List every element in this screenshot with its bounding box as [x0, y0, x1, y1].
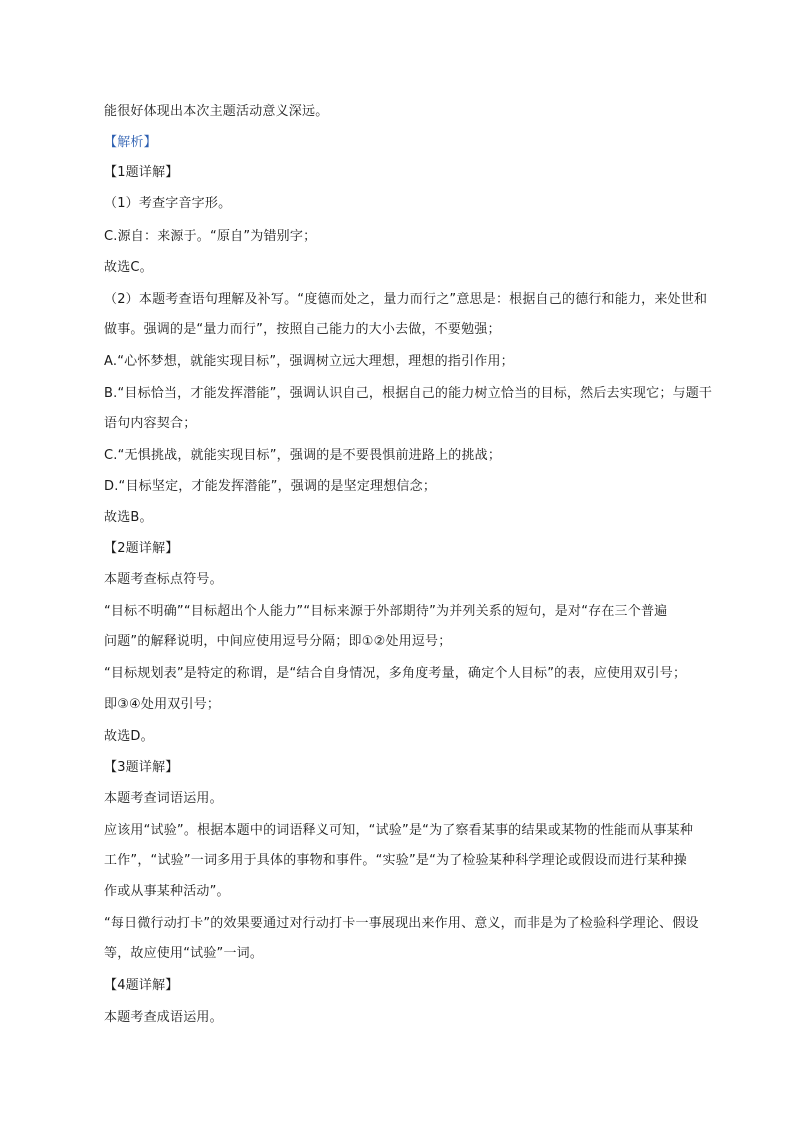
text-line: 语句内容契合；: [104, 416, 197, 431]
section-heading-q2: 【2题详解】: [104, 541, 179, 556]
text-line: 工作”，“试验”一词多用于具体的事物和事件。“实验”是“为了检验某种科学理论或假设而进行某种操: [104, 853, 687, 868]
text-line: 即③④处用双引号；: [104, 697, 221, 712]
section-heading-q1: 【1题详解】: [104, 165, 179, 180]
text-line: 故选B。: [104, 510, 153, 525]
text-line: 故选C。: [104, 260, 153, 275]
text-line: “目标规划表”是特定的称谓，是“结合自身情况，多角度考量，确定个人目标”的表，应使用双引号；: [104, 666, 687, 681]
text-line: 本题考查词语运用。: [104, 791, 223, 806]
text-line: 问题”的解释说明，中间应使用逗号分隔；即①②处用逗号；: [104, 634, 452, 649]
text-line: 等，故应使用“试验”一词。: [104, 946, 264, 961]
text-line: （1）考查字音字形。: [104, 196, 232, 211]
text-line: （2）本题考查语句理解及补写。“度德而处之，量力而行之”意思是：根据自己的德行和能力，来处世和: [104, 292, 708, 307]
text-line: 应该用“试验”。根据本题中的词语释义可知，“试验”是“为了察看某事的结果或某物的性能而从事某种: [104, 823, 694, 838]
section-heading-q4: 【4题详解】: [104, 978, 179, 993]
analysis-heading: 【解析】: [104, 135, 157, 150]
text-line: C.“无惧挑战，就能实现目标”，强调的是不要畏惧前进路上的挑战；: [104, 448, 502, 463]
text-line: “每日微行动打卡”的效果要通过对行动打卡一事展现出来作用、意义，而非是为了检验科学理论、假设: [104, 916, 699, 931]
text-line: 故选D。: [104, 729, 154, 744]
text-line: 本题考查成语运用。: [104, 1010, 223, 1025]
text-line: D.“目标坚定，才能发挥潜能”，强调的是坚定理想信念；: [104, 479, 437, 494]
text-line: C.源自：来源于。“原自”为错别字；: [104, 229, 317, 244]
text-line: B.“目标恰当，才能发挥潜能”，强调认识自己，根据自己的能力树立恰当的目标，然后去实现它；与题干: [104, 386, 713, 401]
text-line: A.“心怀梦想，就能实现目标”，强调树立远大理想，理想的指引作用；: [104, 354, 514, 369]
section-heading-q3: 【3题详解】: [104, 760, 179, 775]
text-line: 做事。强调的是“量力而行”，按照自己能力的大小去做，不要勉强；: [104, 322, 501, 337]
text-line: 能很好体现出本次主题活动意义深远。: [104, 104, 329, 119]
text-line: “目标不明确”“目标超出个人能力”“目标来源于外部期待”为并列关系的短句，是对“存在三个普遍: [104, 604, 668, 619]
text-line: 本题考查标点符号。: [104, 572, 223, 587]
text-line: 作或从事某种活动”。: [104, 884, 230, 899]
